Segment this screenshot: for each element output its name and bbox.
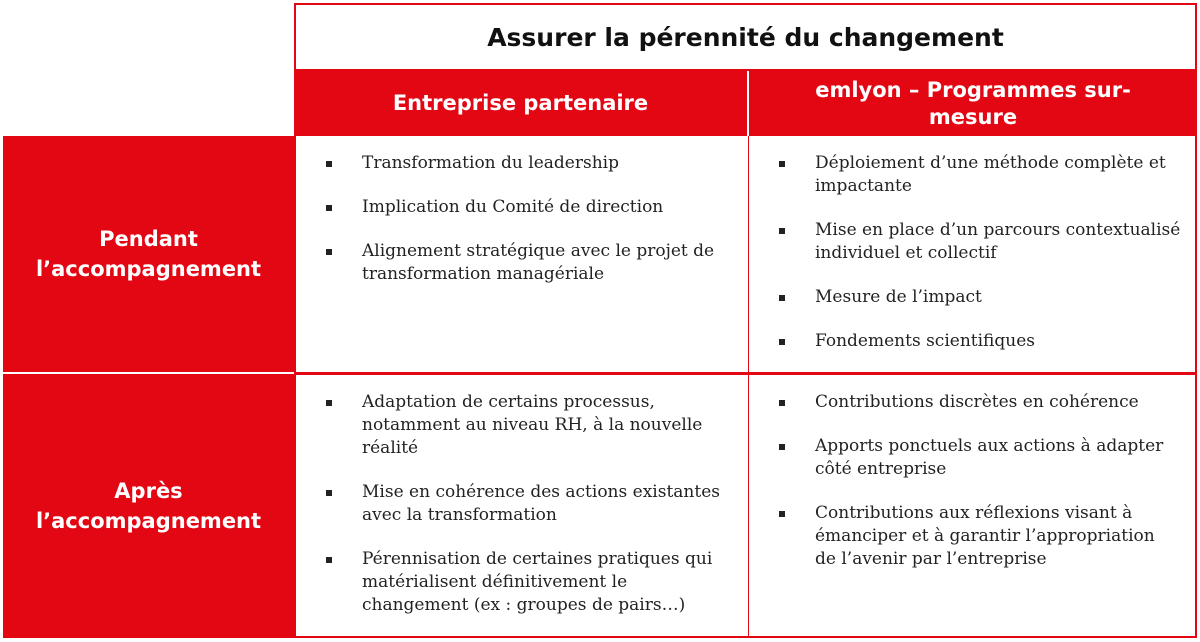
list-item [326, 240, 734, 286]
row-header-apres: Après l’accompagnement [3, 374, 294, 638]
bullet-icon [779, 161, 785, 167]
list-item [779, 391, 1181, 414]
bullet-list [779, 391, 1181, 571]
column-header-entreprise: Entreprise partenaire [294, 71, 747, 136]
bullet-icon [779, 444, 785, 450]
table-title: Assurer la pérennité du changement [294, 3, 1197, 71]
bullet-icon [326, 249, 332, 255]
list-item-text: Implication du Comité de direction [362, 197, 664, 217]
row-header-pendant: Pendant l’accompagnement [3, 136, 294, 372]
cell-apres-entreprise [294, 374, 749, 638]
list-item [326, 196, 734, 219]
list-item [779, 219, 1181, 265]
bullet-icon [326, 400, 332, 406]
bullet-icon [326, 490, 332, 496]
cell-pendant-emlyon [748, 136, 1197, 374]
list-item [326, 481, 734, 527]
bullet-icon [326, 161, 332, 167]
bullet-icon [779, 400, 785, 406]
list-item [326, 548, 734, 617]
list-item-text: Déploiement d’une méthode complète et impactante [815, 153, 1166, 196]
list-item [779, 286, 1181, 309]
bullet-icon [779, 228, 785, 234]
list-item-text: Fondements scientifiques [815, 331, 1035, 351]
bullet-icon [779, 511, 785, 517]
list-item-text: Contributions discrètes en cohérence [815, 392, 1139, 412]
list-item-text: Mise en cohérence des actions existantes avec la transformation [362, 482, 720, 525]
column-header-emlyon: emlyon – Programmes sur-mesure [749, 71, 1197, 136]
bullet-list [326, 152, 734, 286]
list-item [326, 152, 734, 175]
list-item [779, 502, 1181, 571]
list-item [779, 330, 1181, 353]
list-item-text: Contributions aux réflexions visant à émanciper et à garantir l’appropriation de l’avenir par l’entreprise [815, 503, 1155, 569]
list-item-text: Adaptation de certains processus, notamment au niveau RH, à la nouvelle réalité [362, 392, 703, 458]
bullet-icon [779, 339, 785, 345]
cell-apres-emlyon [748, 374, 1197, 638]
list-item-text: Apports ponctuels aux actions à adapter côté entreprise [815, 436, 1164, 479]
bullet-icon [326, 205, 332, 211]
list-item-text: Transformation du leadership [362, 153, 619, 173]
list-item-text: Mise en place d’un parcours contextualisé individuel et collectif [815, 220, 1181, 263]
list-item-text: Alignement stratégique avec le projet de transformation managériale [362, 241, 715, 284]
bullet-icon [326, 557, 332, 563]
list-item [779, 435, 1181, 481]
bullet-icon [779, 295, 785, 301]
list-item [779, 152, 1181, 198]
bullet-list [326, 391, 734, 617]
list-item-text: Pérennisation de certaines pratiques qui matérialisent définitivement le changement (ex : groupes de pairs…) [362, 549, 713, 615]
bullet-list [779, 152, 1181, 353]
cell-pendant-entreprise [294, 136, 749, 374]
list-item-text: Mesure de l’impact [815, 287, 982, 307]
list-item [326, 391, 734, 460]
